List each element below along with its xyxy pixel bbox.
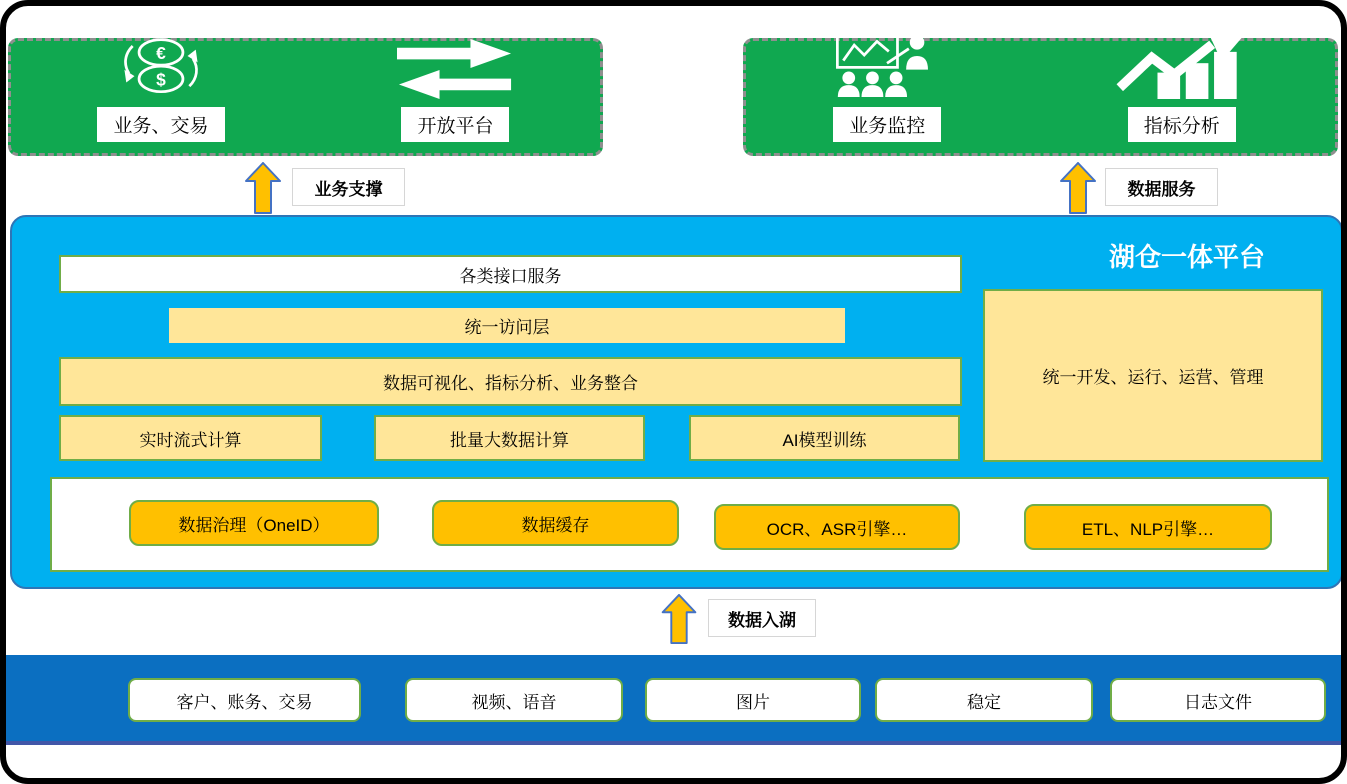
- source-customer-accounts: 客户、账务、交易: [128, 678, 361, 722]
- batch-compute-box: 批量大数据计算: [374, 415, 645, 461]
- data-engines-tray: [50, 477, 1329, 572]
- svg-text:$: $: [156, 69, 166, 90]
- up-arrow-icon: [661, 594, 697, 646]
- ocr-asr-engine-box: OCR、ASR引擎…: [714, 504, 960, 550]
- business-trade-node: [97, 35, 224, 142]
- exchange-arrows-icon: [397, 39, 513, 104]
- up-arrow-icon: [245, 162, 281, 214]
- ai-training-box: AI模型训练: [689, 415, 960, 461]
- data-into-lake-label: 数据入湖: [708, 599, 816, 637]
- visualization-layer-bar: 数据可视化、指标分析、业务整合: [59, 357, 962, 406]
- presentation-icon: [836, 33, 938, 104]
- data-governance-box: 数据治理（OneID）: [129, 500, 379, 546]
- business-apps-group: [8, 38, 603, 156]
- business-monitor-node: [833, 33, 941, 142]
- platform-title: 湖仓一体平台: [1108, 242, 1265, 272]
- source-images: 图片: [645, 678, 861, 722]
- source-video-audio: 视频、语音: [405, 678, 623, 722]
- metric-analysis-node: [1116, 33, 1248, 142]
- data-sources-bar: [5, 655, 1342, 745]
- currency-exchange-icon: [113, 35, 209, 104]
- data-apps-group: [743, 38, 1338, 156]
- business-monitor-label: 业务监控: [833, 107, 941, 142]
- data-cache-box: 数据缓存: [432, 500, 679, 546]
- unified-management-box: 统一开发、运行、运营、管理: [983, 289, 1323, 462]
- open-platform-node: [397, 39, 513, 142]
- metric-analysis-label: 指标分析: [1128, 107, 1236, 142]
- open-platform-label: 开放平台: [401, 107, 509, 142]
- source-log-files: 日志文件: [1110, 678, 1326, 722]
- growth-chart-icon: [1116, 33, 1248, 104]
- interface-services-bar: 各类接口服务: [59, 255, 962, 293]
- lakehouse-platform-panel: [10, 215, 1343, 589]
- stream-compute-box: 实时流式计算: [59, 415, 322, 461]
- source-stable: 稳定: [875, 678, 1093, 722]
- data-service-label: 数据服务: [1105, 168, 1218, 206]
- svg-text:€: €: [156, 42, 166, 63]
- business-support-label: 业务支撑: [292, 168, 405, 206]
- business-trade-label: 业务、交易: [97, 107, 224, 142]
- unified-access-layer-bar: 统一访问层: [169, 308, 845, 343]
- etl-nlp-engine-box: ETL、NLP引擎…: [1024, 504, 1272, 550]
- up-arrow-icon: [1060, 162, 1096, 214]
